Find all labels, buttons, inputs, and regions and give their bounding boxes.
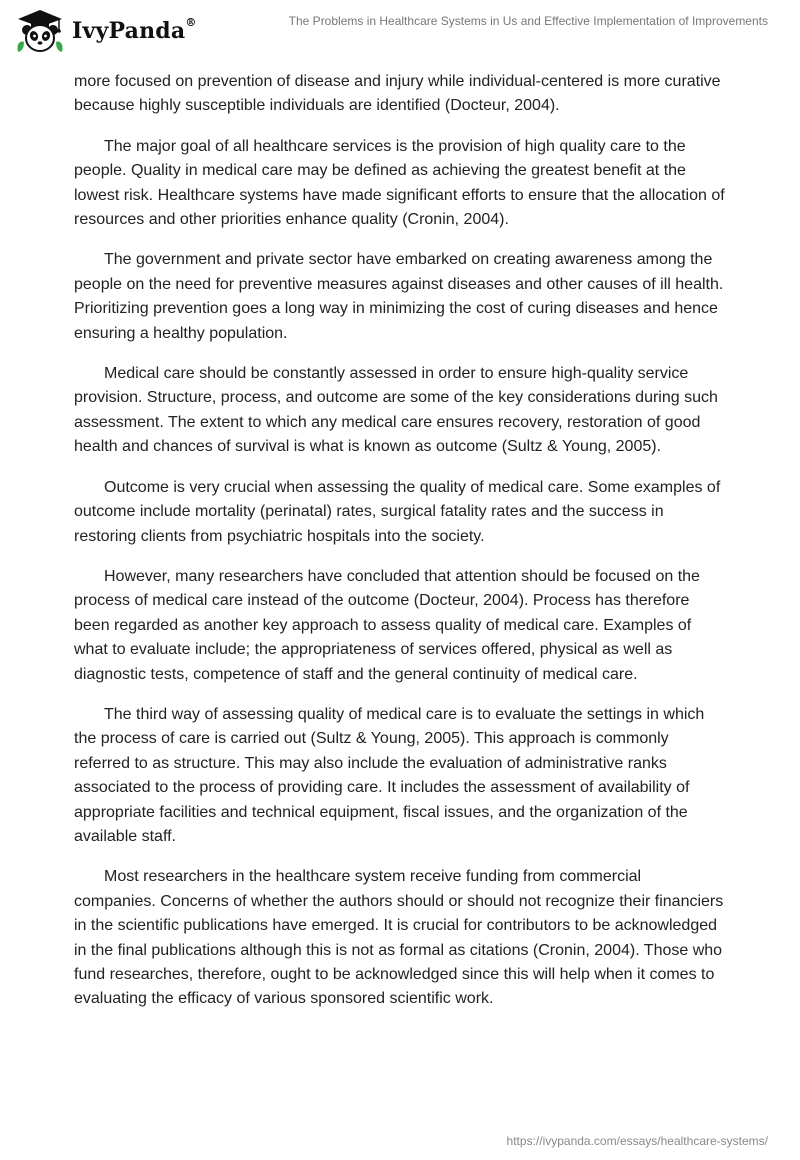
brand-logo[interactable] bbox=[14, 8, 197, 54]
document-title: The Problems in Healthcare Systems in Us and Effective Implementation of Improvements bbox=[288, 14, 768, 28]
paragraph: Medical care should be constantly assessed in order to ensure high-quality service provision. Structure, process, and outcome are some of the key considerations during such assessment. The extent to which any medical care ensures recovery, restoration of good health and chances of survival is what is known as outcome (Sultz & Young, 2005). bbox=[74, 365, 718, 456]
essay-body bbox=[74, 70, 726, 1028]
paragraph: The third way of assessing quality of medical care is to evaluate the settings in which the process of care is carried out (Sultz & Young, 2005). This approach is commonly referred to as structure. This may also include the evaluation of administrative ranks associated to the process of providing care. It includes the assessment of availability of appropriate facilities and technical equipment, fiscal issues, and the organization of the available staff. bbox=[74, 705, 705, 845]
page-header bbox=[0, 0, 800, 60]
paragraph: more focused on prevention of disease and injury while individual-centered is more curative because highly susceptible individuals are identified (Docteur, 2004). bbox=[74, 73, 721, 115]
paragraph: Outcome is very crucial when assessing the quality of medical care. Some examples of outcome include mortality (perinatal) rates, surgical fatality rates and the success in restoring clients from psychiatric hospitals into the society. bbox=[74, 478, 721, 545]
paragraph: Most researchers in the healthcare system receive funding from commercial companies. Concerns of whether the authors should or should not recognize their financiers in the scientific publications have emerged. It is crucial for contributors to be acknowledged in the final publications although this is not as formal as citations (Cronin, 2004). Those who fund researches, therefore, ought to be acknowledged since this will help when it comes to evaluating the efficacy of various sponsored scientific work. bbox=[74, 868, 724, 1008]
paragraph: The government and private sector have embarked on creating awareness among the people on the need for preventive measures against diseases and other causes of ill health. Prioritizing prevention goes a long way in minimizing the cost of curing diseases and hence ensuring a healthy population. bbox=[74, 251, 724, 342]
paragraph: The major goal of all healthcare services is the provision of high quality care to the people. Quality in medical care may be defined as achieving the greatest benefit at the lowest risk. Healthcare systems have made significant efforts to ensure that the allocation of resources and other priorities enhance quality (Cronin, 2004). bbox=[74, 137, 725, 229]
registered-mark: ® bbox=[185, 16, 197, 29]
source-url[interactable]: https://ivypanda.com/essays/healthcare-systems/ bbox=[506, 1134, 768, 1148]
paragraph: However, many researchers have concluded that attention should be focused on the process of medical care instead of the outcome (Docteur, 2004). Process has therefore been regarded as another key approach to assess quality of medical care. Examples of what to evaluate include; the appropriateness of services offered, physical as well as diagnostic tests, competence of staff and the general continuity of medical care. bbox=[74, 567, 700, 683]
brand-name: IvyPanda® bbox=[72, 16, 197, 44]
panda-logo-icon bbox=[14, 8, 66, 54]
